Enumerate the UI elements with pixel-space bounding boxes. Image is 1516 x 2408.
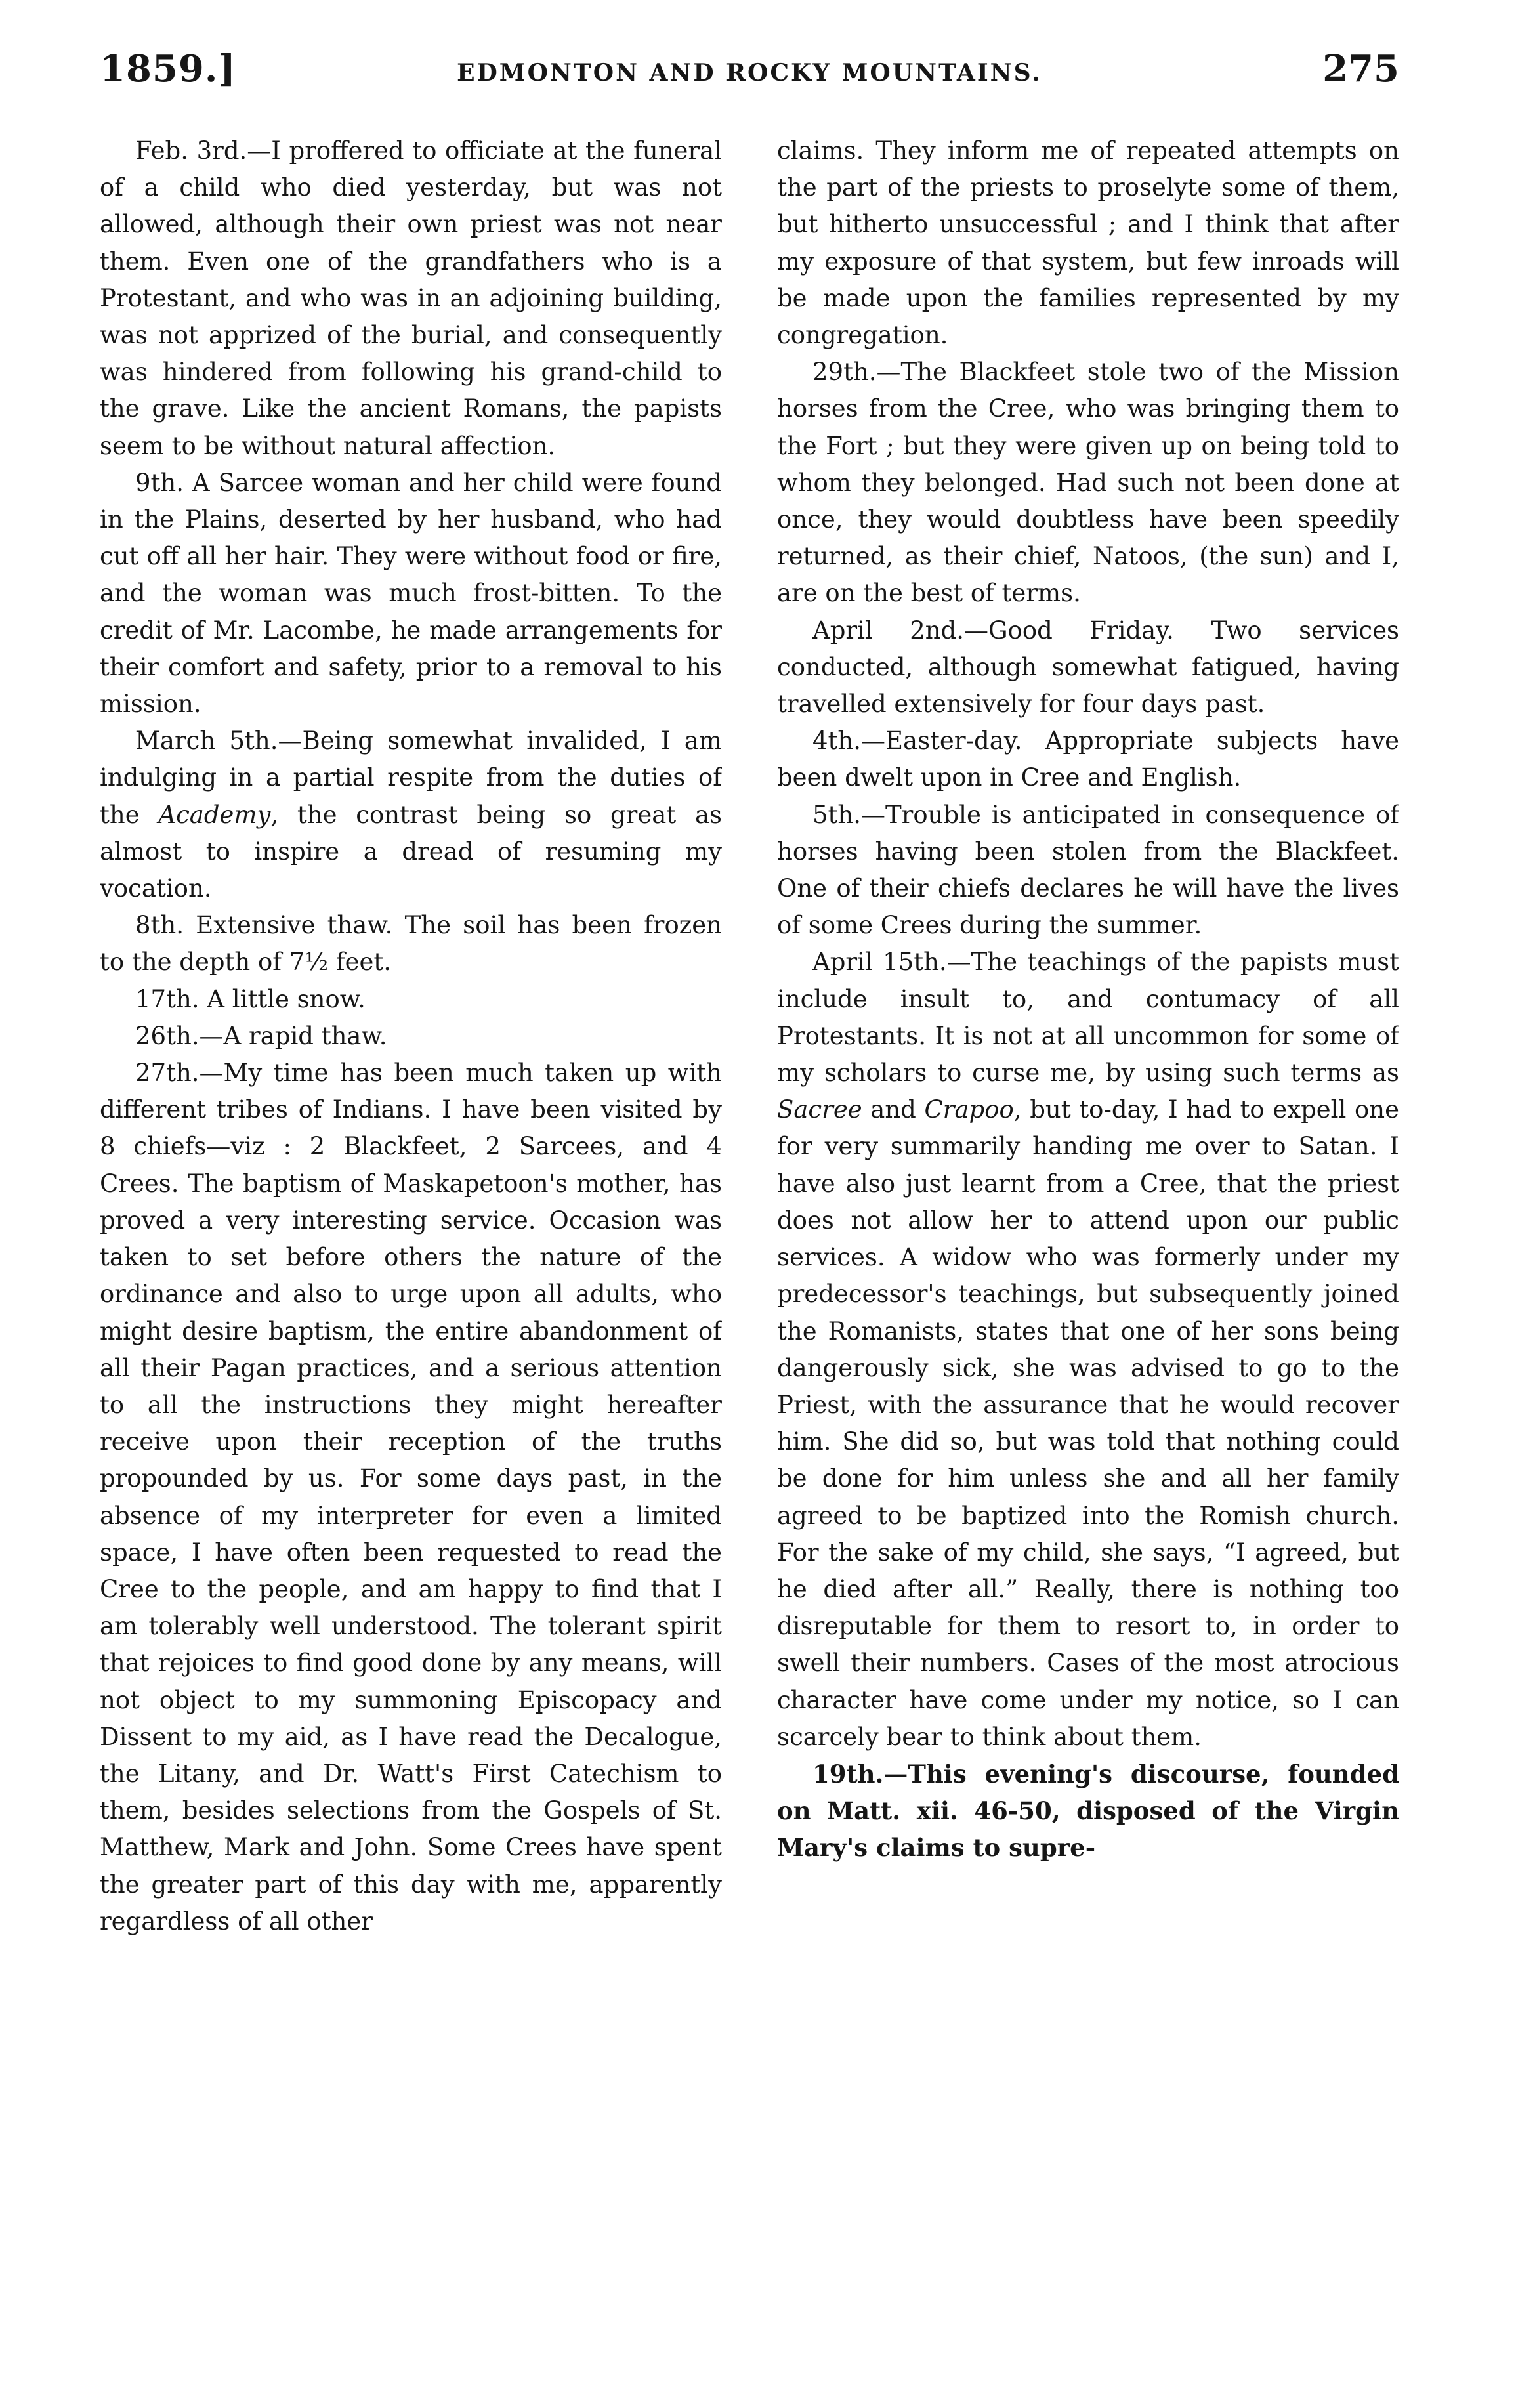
paragraph xyxy=(100,465,722,723)
paragraph xyxy=(100,723,722,907)
page-number: 275 xyxy=(1322,47,1399,91)
paragraph-text: March 5th.—Being somewhat invalided, I am indulging in a partial respite from the duties of the xyxy=(100,727,722,829)
paragraph: 19th.—This evening's discourse, founded on Matt. xii. 46-50, disposed of the Virgin Mary's claims to supre- xyxy=(777,1759,1399,1863)
paragraph: 26th.—A rapid thaw. xyxy=(135,1021,387,1050)
paragraph: Feb. 3rd.—I proffered to officiate at the funeral of a child who died yesterday, but was not allowed, although their own priest was not near them. Even one of the grandfathers who is a Protestant, and who was in an adjoining building, was not apprized of the burial, and consequently was hindered from following his grand-child to the grave. Like the ancient Romans, the papists seem to be without natural affection. xyxy=(100,137,722,460)
paragraph-continued: claims. They inform me of repeated attempts on the part of the priests to proselyte some of them, but hitherto unsuccessful ; and I think that after my exposure of that system, but few inroads will be made upon the families represented by my congregation. xyxy=(777,137,1399,350)
paragraph: 29th.—The Blackfeet stole two of the Mission horses from the Cree, who was bringing them to the Fort ; but they were given up on being told to whom they belonged. Had such not been done at once, they would doubtless have been speedily returned, as their chief, Natoos, (the sun) and I, are on the best of terms. xyxy=(777,358,1399,608)
paragraph: 4th.—Easter-day. Appropriate subjects have been dwelt upon in Cree and English. xyxy=(777,727,1399,792)
right-column xyxy=(777,133,1399,2377)
running-head-title: EDMONTON AND ROCKY MOUNTAINS. xyxy=(457,59,1042,87)
running-head xyxy=(100,41,1399,113)
left-column xyxy=(100,133,722,2377)
document-page xyxy=(100,41,1399,2377)
italic-term: Crapoo xyxy=(924,1095,1014,1124)
paragraph-text: , but to-day, I had to expell one for very summarily handing me over to Satan. I have also just learnt from a Cree, that the priest does not allow her to attend upon our public services. A widow who was formerly under my predecessor's teachings, but subsequently joined the Romanists, states that one of her sons being dangerously sick, she was advised to go to the Priest, with the assurance that he would recover him. She did so, but was told that nothing could be done for him unless she and all her family agreed to be baptized into the Romish church. For the sake of my child, she says, “I agreed, but he died after all.” Really, there is nothing too disreputable for them to resort to, in order to swell their numbers. Cases of the most atrocious character have come under my notice, so I can scarcely bear to think about them. xyxy=(777,1095,1399,1751)
italic-term: Academy xyxy=(158,800,271,829)
paragraph: 8th. Extensive thaw. The soil has been frozen to the depth of 7½ feet. xyxy=(100,911,722,977)
paragraph-text: 9th. A Sarcee woman and her child were found in the Plains, deserted by her husband, who had cut off all her hair. They were without food or fire, and the woman was much frost-bitten. To the credit of Mr. Lacombe, he made arrangements for their comfort and safety, prior to a removal to his mission. xyxy=(100,468,722,719)
paragraph-text: April 15th.—The teachings of the papists must include insult to, and contumacy of all Protestants. It is not at all uncommon for some of my scholars to curse me, by using such terms as xyxy=(777,948,1399,1088)
running-head-date: 1859.] xyxy=(100,47,236,91)
paragraph: 17th. A little snow. xyxy=(135,984,366,1013)
text-columns xyxy=(100,133,1399,2377)
italic-term: Sacree xyxy=(777,1095,862,1124)
paragraph xyxy=(777,944,1399,1755)
paragraph-text: and xyxy=(862,1095,925,1124)
paragraph: April 2nd.—Good Friday. Two services conducted, although somewhat fatigued, having travelled extensively for four days past. xyxy=(777,616,1399,719)
paragraph: 5th.—Trouble is anticipated in consequence of horses having been stolen from the Blackfeet. One of their chiefs declares he will have the lives of some Crees during the summer. xyxy=(777,800,1399,940)
paragraph-text: , the contrast being so great as almost to inspire a dread of resuming my vocation. xyxy=(100,800,722,903)
paragraph: 27th.—My time has been much taken up with different tribes of Indians. I have been visited by 8 chiefs—viz : 2 Blackfeet, 2 Sarcees, and 4 Crees. The baptism of Maskapetoon's mother, has proved a very interesting service. Occasion was taken to set before others the nature of the ordinance and also to urge upon all adults, who might desire baptism, the entire abandonment of all their Pagan practices, and a serious attention to all the instructions they might hereafter receive upon their reception of the truths propounded by us. For some days past, in the absence of my interpreter for even a limited space, I have often been requested to read the Cree to the people, and am happy to find that I am tolerably well understood. The tolerant spirit that rejoices to find good done by any means, will not object to my summoning Episcopacy and Dissent to my aid, as I have read the Decalogue, the Litany, and Dr. Watt's First Catechism to them, besides selections from the Gospels of St. Matthew, Mark and John. Some Crees have spent the greater part of this day with me, apparently regardless of all other xyxy=(100,1059,722,1935)
